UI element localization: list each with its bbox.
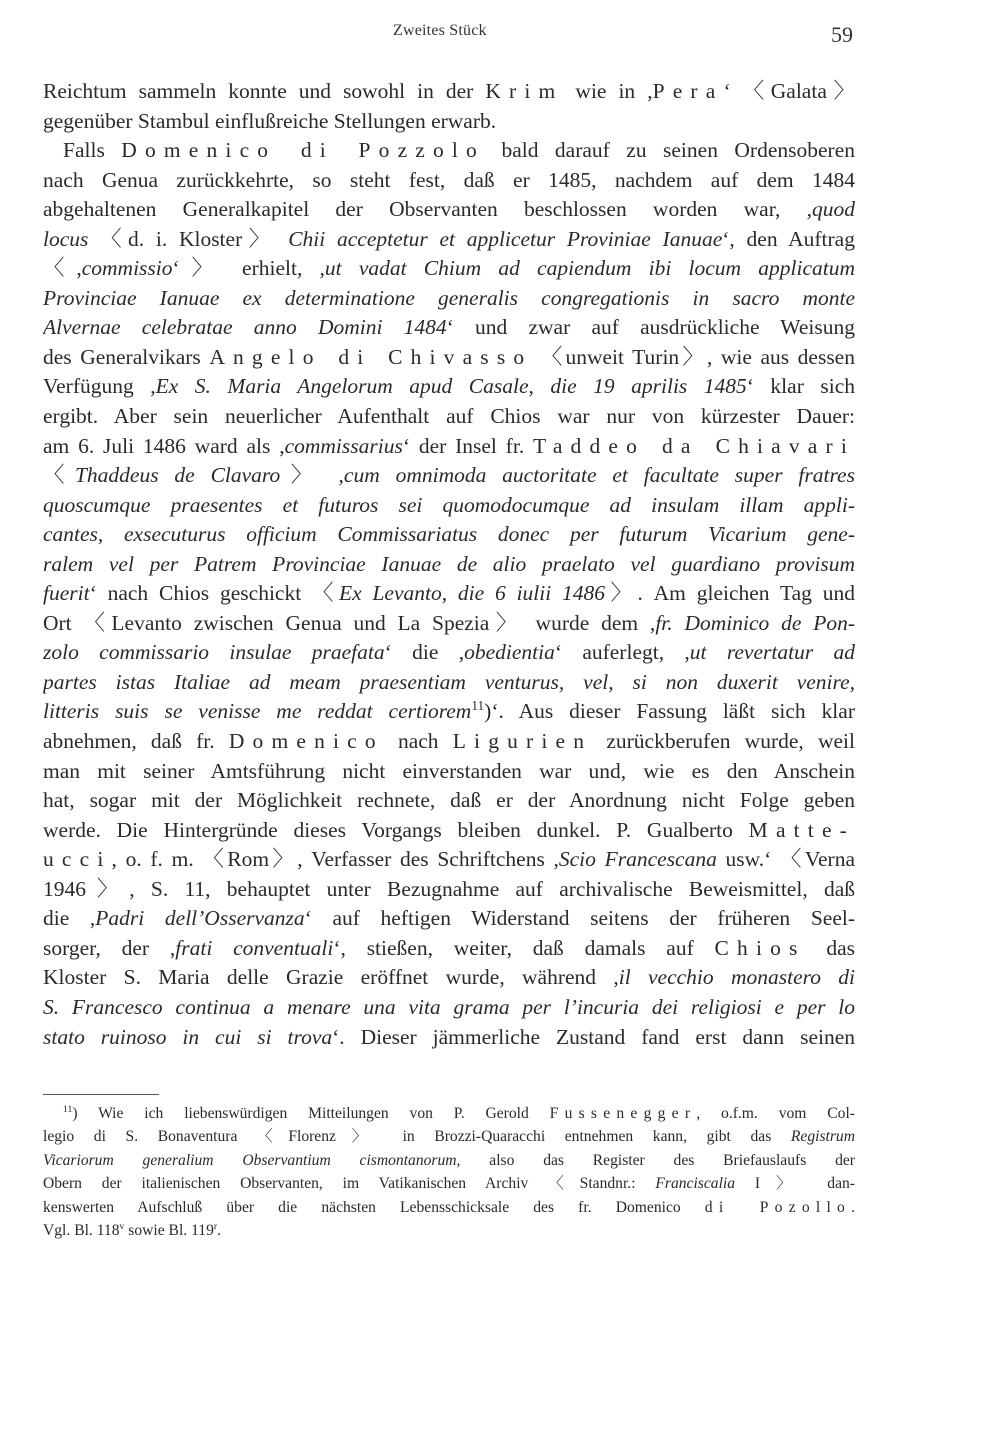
text-line: Reichtum sammeln konnte und sowohl in der Krim wie in ,Pera‘ 〈Galata〉 [43, 79, 855, 103]
text-line: Ort 〈Levanto zwischen Genua und La Spezia〉 wurde dem ,fr. Dominico de Pon- [43, 610, 855, 635]
footnote-line: legio di S. Bonaventura 〈Florenz〉 in Brozzi-Quaracchi entnehmen kann, gibt das Registrum [43, 1128, 855, 1146]
text-line: nach Genua zurückkehrte, so steht fest, daß er 1485, nachdem auf dem 1484 [43, 167, 855, 192]
text-line: sorger, der ,frati conventuali‘, stießen, weiter, daß damals auf Chios das [43, 935, 855, 960]
text-line: abgehaltenen Generalkapitel der Observanten beschlossen worden war, ,quod [43, 197, 855, 222]
running-head: Zweites Stück [393, 22, 487, 39]
text-line: man mit seiner Amtsführung nicht einverstanden war und, wie es den Anschein [43, 758, 855, 783]
text-line: ralem vel per Patrem Provinciae Ianuae de alio praelato vel guardiano provisum [43, 551, 855, 576]
text-line: cantes, exsecuturus officium Commissariatus donec per futurum Vicarium gene- [43, 522, 855, 547]
text-line: stato ruinoso in cui si trova‘. Dieser jämmerliche Zustand fand erst dann seinen [43, 1024, 855, 1049]
text-line: 〈,commissio‘〉 erhielt, ,ut vadat Chium ad capiendum ibi locum applicatum [43, 256, 855, 281]
footnote-marker: 11 [63, 1103, 73, 1115]
footnote-line: Vgl. Bl. 118$^v$ sowie Bl. 119$^r$. [43, 1220, 222, 1239]
text-line: Falls Domenico di Pozzolo bald darauf zu seinen Ordensoberen [63, 138, 855, 163]
text-line: fuerit‘ nach Chios geschickt 〈Ex Levanto, die 6 iulii 1486〉. Am gleichen Tag und [43, 581, 855, 606]
page-header [0, 0, 1000, 60]
text-line: partes istas Italiae ad meam praesentiam venturus, vel, si non duxerit venire, [43, 669, 855, 694]
footnote-line: Vicariorum generalium Observantium cismontanorum, also das Register des Briefauslaufs der [43, 1151, 855, 1169]
text-line: am 6. Juli 1486 ward als ,commissarius‘ der Insel fr. Taddeo da Chiavari [43, 433, 855, 458]
text-line: die ,Padri dell’Osservanza‘ auf heftigen Widerstand seitens der früheren Seel- [43, 906, 855, 931]
footnote-ref: 11 [471, 698, 485, 714]
body-text [43, 77, 855, 1052]
footnote-line: $^{11}$) Wie ich liebenswürdigen Mitteilungen von P. Gerold Fussenegger, o.f.m. vom Col- [63, 1103, 855, 1122]
text-line: abnehmen, daß fr. Domenico nach Ligurien zurückberufen wurde, weil [43, 729, 855, 754]
text-line: locus 〈d. i. Kloster〉 Chii acceptetur et applicetur Proviniae Ianuae‘, den Auftrag [43, 226, 855, 251]
text-line: 〈Thaddeus de Clavaro〉 ,cum omnimoda auctoritate et facultate super fratres [43, 463, 855, 488]
text-line: Alvernae celebratae anno Domini 1484‘ und zwar auf ausdrückliche Weisung [43, 315, 855, 340]
text-line: des Generalvikars Angelo di Chivasso 〈unweit Turin〉, wie aus dessen [43, 344, 855, 369]
text-line: Provinciae Ianuae ex determinatione generalis congregationis in sacro monte [43, 285, 855, 310]
text-line: ergibt. Aber sein neuerlicher Aufenthalt auf Chios war nur von kürzester Dauer: [43, 404, 855, 429]
text-line: litteris suis se venisse me reddat certiorem$^{11}$)‘. Aus dieser Fassung läßt sich klar [43, 698, 855, 724]
footnote-line: kenswerten Aufschluß über die nächsten Lebensschicksale des fr. Domenico di Pozollo. [43, 1198, 855, 1216]
text-line: gegenüber Stambul einflußreiche Stellungen erwarb. [43, 108, 497, 133]
page-number: 59 [831, 22, 853, 47]
footnote-divider [43, 1094, 159, 1095]
text-line: hat, sogar mit der Möglichkeit rechnete, daß er der Anordnung nicht Folge geben [43, 788, 855, 813]
footnote-line: Obern der italienischen Observanten, im Vatikanischen Archiv 〈Standnr.: Franciscalia I〉 dan- [43, 1175, 855, 1193]
footnote-section [43, 1102, 855, 1242]
text-line: Verfügung ,Ex S. Maria Angelorum apud Casale, die 19 aprilis 1485‘ klar sich [43, 374, 855, 399]
text-line: zolo commissario insulae praefata‘ die ,obedientia‘ auferlegt, ,ut revertatur ad [43, 640, 855, 665]
text-line: S. Francesco continua a menare una vita grama per l’incuria dei religiosi e per lo [43, 994, 855, 1019]
text-line: werde. Die Hintergründe dieses Vorgangs bleiben dunkel. P. Gualberto Matte- [43, 817, 855, 842]
text-line: 1946〉, S. 11, behauptet unter Bezugnahme auf archivalische Beweismittel, daß [43, 876, 855, 901]
text-line: Kloster S. Maria delle Grazie eröffnet wurde, während ,il vecchio monastero di [43, 965, 855, 990]
text-line: quoscumque praesentes et futuros sei quomodocumque ad insulam illam appli- [43, 492, 855, 517]
text-line: ucci, o. f. m. 〈Rom〉, Verfasser des Schriftchens ,Scio Francescana usw.‘ 〈Verna [43, 847, 855, 872]
